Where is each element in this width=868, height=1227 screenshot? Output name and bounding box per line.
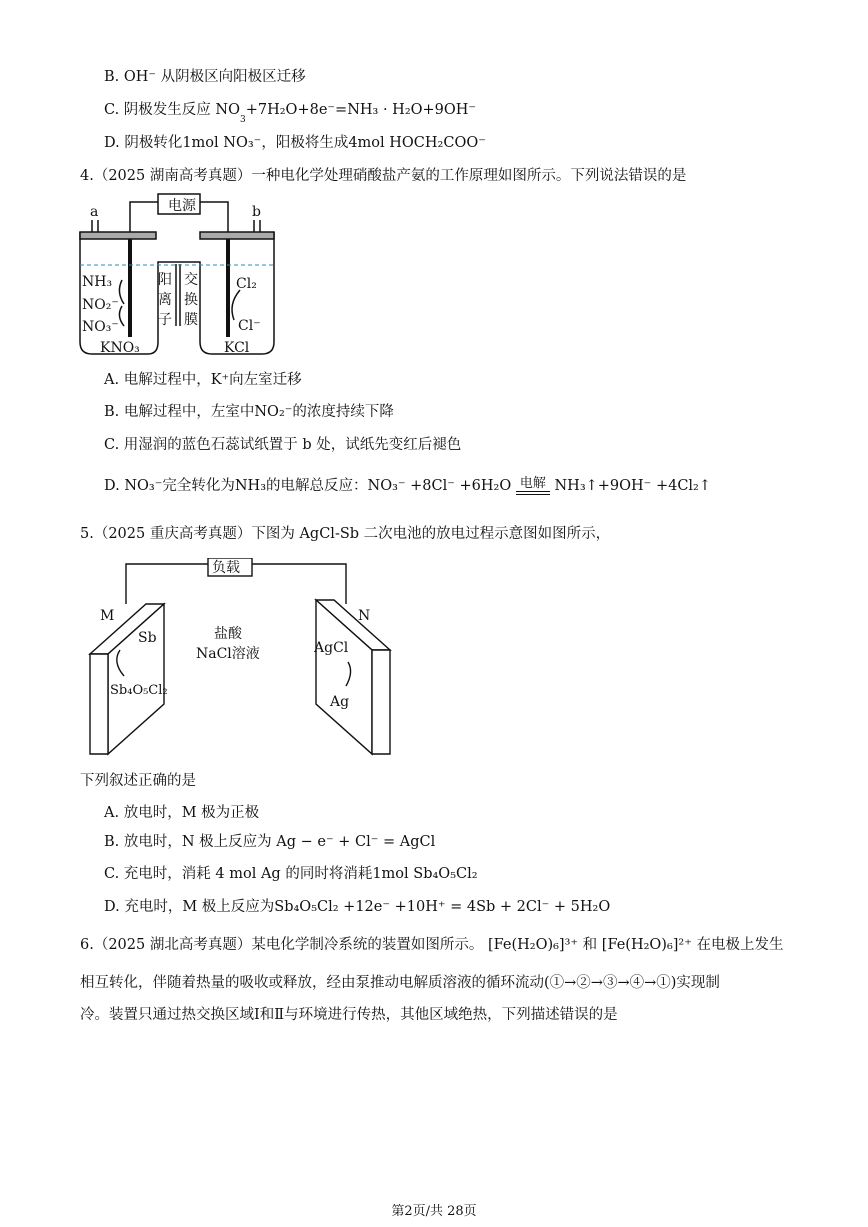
complex-fe2: [Fe(H₂O)₆]²⁺ [601,937,692,953]
battery-diagram [84,558,404,758]
q5-stem: 5.（2025 重庆高考真题）下图为 AgCl-Sb 二次电池的放电过程示意图如图所示， [80,526,611,542]
q5-option-b: B. 放电时，N 极上反应为 Ag − e⁻ + Cl⁻ = AgCl [104,834,436,850]
left-solution-label: KNO₃ [100,340,140,356]
species-nh3: NH₃ [82,274,113,290]
q5-lead: 下列叙述正确的是 [80,773,196,789]
species-cl2: Cl₂ [236,276,257,292]
q6-line1: 6.（2025 湖北高考真题）某电化学制冷系统的装置如图所示。 [Fe(H₂O)₆]³⁺ 和 [Fe(H₂O)₆]²⁺ 在电极上发生 [80,937,784,953]
electrolyte-acid: 盐酸 [214,626,242,642]
species-cl-minus: Cl⁻ [238,318,261,334]
complex-fe3: [Fe(H₂O)₆]³⁺ [487,937,579,953]
membrane-char-4: 交 [184,272,198,288]
port-a-label: a [90,204,99,220]
q5-option-d: D. 充电时，M 极上反应为Sb₄O₅Cl₂ +12e⁻ +10H⁺ = 4Sb + 2Cl⁻ + 5H₂O [104,899,611,915]
right-bottom-species: Ag [330,694,350,710]
q3-option-d: D. 阴极转化1mol NO₃⁻，阳极将生成4mol HOCH₂COO⁻ [104,135,486,151]
membrane-char-5: 换 [184,292,198,308]
q4-option-b: B. 电解过程中，左室中NO₂⁻的浓度持续下降 [104,404,394,420]
power-label: 电源 [168,198,196,214]
right-solution-label: KCl [224,340,250,356]
electrode-m-label: M [100,608,115,624]
q3-option-c: C. 阴极发生反应 $NO_3+7H_2O+8e^-=NH_3 \cdot H_2O+9OH^-$ [104,102,477,125]
electrolysis-cell-diagram [78,192,278,360]
reaction-condition: 电解 [516,477,550,496]
q4-option-a: A. 电解过程中，K⁺向左室迁移 [104,372,302,388]
electrolyte-nacl: NaCl溶液 [196,646,260,662]
q4-stem: 4.（2025 湖南高考真题）一种电化学处理硝酸盐产氨的工作原理如图所示。下列说法错误的是 [80,168,687,184]
port-b-label: b [252,204,261,220]
q5-option-c: C. 充电时，消耗 4 mol Ag 的同时将消耗1mol Sb₄O₅Cl₂ [104,866,478,882]
membrane-char-1: 阳 [158,272,172,288]
q6-line3: 冷。装置只通过热交换区域Ⅰ和Ⅱ与环境进行传热，其他区域绝热，下列描述错误的是 [80,1007,618,1023]
right-top-species: AgCl [314,640,349,656]
q4-option-c: C. 用湿润的蓝色石蕊试纸置于 b 处，试纸先变红后褪色 [104,437,462,453]
membrane-char-2: 离 [158,292,172,308]
load-label: 负载 [212,560,240,576]
left-bottom-species: Sb₄O₅Cl₂ [110,683,168,698]
q6-line2: 相互转化，伴随着热量的吸收或释放，经由泵推动电解质溶液的循环流动(①→②→③→④→①)实现制 [80,975,720,991]
q5-option-a: A. 放电时，M 极为正极 [104,805,260,821]
membrane-char-3: 子 [158,312,172,328]
page-footer: 第2页/共 28页 [391,1204,477,1219]
left-top-species: Sb [138,630,157,646]
membrane-char-6: 膜 [184,312,198,328]
q4-option-d: D. NO₃⁻完全转化为NH₃的电解总反应：NO₃⁻ +8Cl⁻ +6H₂O 电解 NH₃↑+9OH⁻ +4Cl₂↑ [104,475,712,494]
species-no2: NO₂⁻ [82,297,119,313]
q3-option-b: B. OH⁻ 从阴极区向阳极区迁移 [104,69,306,85]
species-no3: NO₃⁻ [82,319,119,335]
electrode-n-label: N [358,608,371,624]
